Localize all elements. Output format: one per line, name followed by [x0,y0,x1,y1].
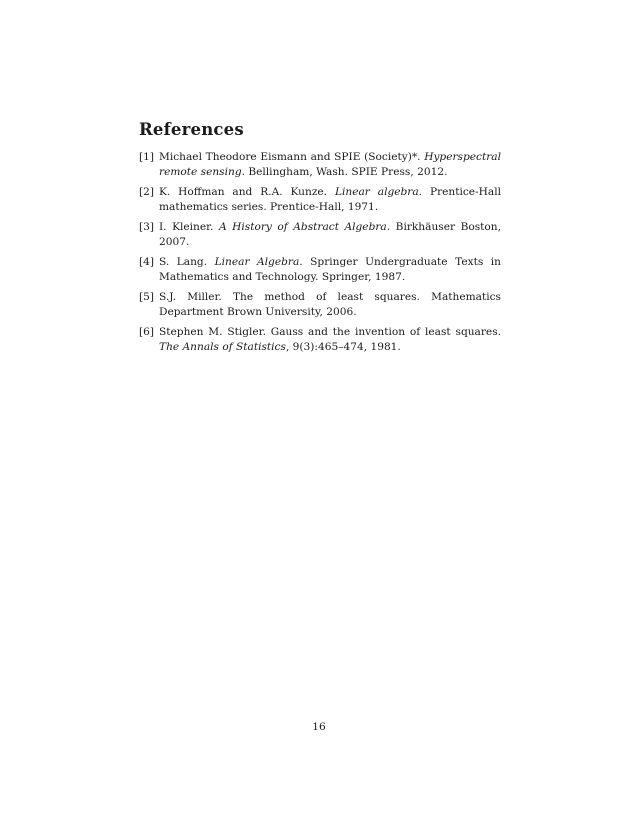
reference-number: [1] [139,151,155,163]
reference-list [139,150,501,360]
reference-text: S. Lang. Linear Algebra. Springer Undergraduate Texts in Mathematics and Technology. Springer, 1987. [159,256,502,283]
reference-text: S.J. Miller. The method of least squares. Mathematics Department Brown University, 2006. [159,291,501,318]
page-number: 16 [312,721,326,733]
reference-text: Stephen M. Stigler. Gauss and the invention of least squares. The Annals of Statistics, 9(3):465–474, 1981. [159,326,501,353]
reference-text: Michael Theodore Eismann and SPIE (Society)*. Hyperspectral remote sensing. Bellingham, Wash. SPIE Press, 2012. [159,151,501,178]
reference-text: K. Hoffman and R.A. Kunze. Linear algebra. Prentice-Hall mathematics series. Prentice-Hall, 1971. [159,186,501,213]
reference-item [139,220,501,250]
reference-number: [6] [139,326,155,338]
reference-number: [5] [139,291,155,303]
reference-text: I. Kleiner. A History of Abstract Algebra. Birkhäuser Boston, 2007. [159,221,502,248]
references-heading: References [139,120,244,139]
reference-item [139,290,501,320]
reference-number: [4] [139,256,155,268]
reference-item [139,255,501,285]
reference-item [139,150,501,180]
reference-number: [3] [139,221,155,233]
reference-number: [2] [139,186,155,198]
reference-item [139,185,501,215]
reference-item [139,325,501,355]
